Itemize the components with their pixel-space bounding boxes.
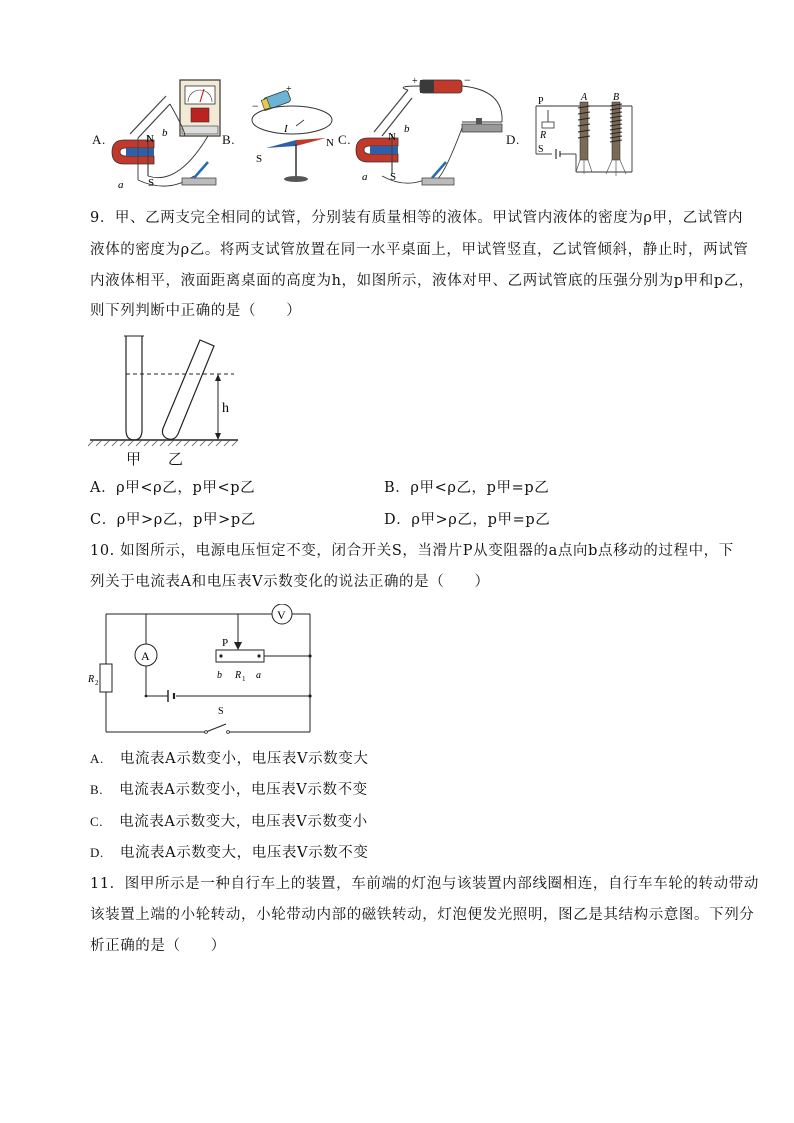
q11-stem-line-1: 11．图甲所示是一种自行车上的装置，车前端的灯泡与该装置内部线圈相连，自行车车轮的转动带动 (90, 876, 759, 892)
fig-d-label-s: S (538, 144, 544, 155)
fig-d-label-p: P (538, 96, 544, 107)
fig-b-label-minus: − (252, 99, 259, 113)
q9-option-a[interactable]: A．ρ甲<ρ乙，p甲<p乙 (90, 480, 256, 496)
q10-r1-sub: 1 (242, 675, 246, 683)
q8-figure-d-electromagnets (532, 92, 642, 186)
q10-r1-label: R (235, 670, 242, 681)
fig-d-label-coil-b: B (613, 92, 620, 103)
q9-figure-label-jia: 甲 (126, 450, 142, 468)
q8-option-d-label: D. (506, 132, 520, 147)
q11-stem-line-3: 析正确的是（ ） (90, 938, 226, 954)
fig-c-label-plus: + (412, 76, 418, 87)
q8-option-c-label: C. (338, 132, 352, 147)
q10-point-b-label: b (217, 670, 222, 681)
q10-option-c[interactable]: C. 电流表A示数变大，电压表V示数变小 (90, 814, 368, 830)
q9-stem-line-4: 则下列判断中正确的是（ ） (90, 303, 302, 319)
fig-b-label-s: S (256, 153, 263, 165)
q8-figure-c-motor-setup (354, 76, 518, 190)
fig-d-label-r: R (540, 130, 547, 141)
fig-a-label-b: b (162, 127, 168, 139)
q10-switch-label: S (218, 706, 224, 717)
fig-c-label-a: a (362, 171, 368, 183)
q10-option-d[interactable]: D. 电流表A示数变大，电压表V示数不变 (90, 845, 369, 861)
fig-a-label-n: N (146, 133, 154, 145)
q8-option-a-label: A. (92, 132, 106, 147)
q10-ammeter-label: A (141, 649, 150, 663)
q10-option-a[interactable]: A. 电流表A示数变小，电压表V示数变大 (90, 751, 369, 767)
q8-figure-a-galvanometer-setup (108, 76, 238, 194)
q10-circuit-diagram (88, 604, 320, 740)
fig-c-label-n: N (388, 131, 396, 143)
fig-c-label-minus: − (464, 76, 471, 87)
q10-r2-sub: 2 (95, 679, 99, 687)
fig-c-label-s: S (390, 171, 397, 183)
q9-option-c[interactable]: C．ρ甲>ρ乙，p甲>p乙 (90, 512, 256, 528)
q10-stem-line-2: 列关于电流表A和电压表V示数变化的说法正确的是（ ） (90, 574, 490, 590)
fig-c-label-b: b (404, 123, 410, 135)
q9-option-b[interactable]: B．ρ甲<ρ乙，p甲=p乙 (384, 480, 550, 496)
q11-stem-line-2: 该装置上端的小轮转动，小轮带动内部的磁铁转动，灯泡便发光照明，图乙是其结构示意图。下列分 (90, 907, 755, 923)
q9-figure-label-h: h (222, 401, 229, 416)
fig-a-label-s: S (148, 177, 155, 189)
q9-figure-label-yi: 乙 (168, 450, 184, 468)
q10-slider-label: P (222, 637, 229, 649)
fig-b-label-i: I (284, 123, 288, 135)
q8-option-b-label: B. (222, 132, 236, 147)
q10-voltmeter-label: V (277, 608, 286, 622)
q10-r2-label: R (88, 674, 95, 685)
fig-b-label-plus: + (286, 86, 292, 95)
q10-stem-line-1: 10. 如图所示，电源电压恒定不变，闭合开关S，当滑片P从变阻器的a点向b点移动的过程中，下 (90, 543, 734, 559)
fig-a-label-a: a (118, 179, 124, 191)
q9-stem-line-3: 内液体相平，液面距离桌面的高度为h，如图所示，液体对甲、乙两试管底的压强分别为p甲和p乙， (90, 273, 754, 289)
q9-stem-line-2: 液体的密度为ρ乙。将两支试管放置在同一水平桌面上，甲试管竖直，乙试管倾斜，静止时，两试管 (90, 242, 749, 258)
q9-stem-line-1: 9．甲、乙两支完全相同的试管，分别装有质量相等的液体。甲试管内液体的密度为ρ甲，乙试管内 (90, 210, 744, 226)
fig-b-label-n: N (326, 137, 334, 149)
q8-figure-b-oersted (246, 86, 342, 188)
fig-d-label-coil-a: A (581, 92, 588, 103)
q10-point-a-label: a (256, 670, 261, 681)
q10-option-b[interactable]: B. 电流表A示数变小，电压表V示数不变 (90, 782, 368, 798)
q9-option-d[interactable]: D．ρ甲>ρ乙，p甲=p乙 (384, 512, 551, 528)
